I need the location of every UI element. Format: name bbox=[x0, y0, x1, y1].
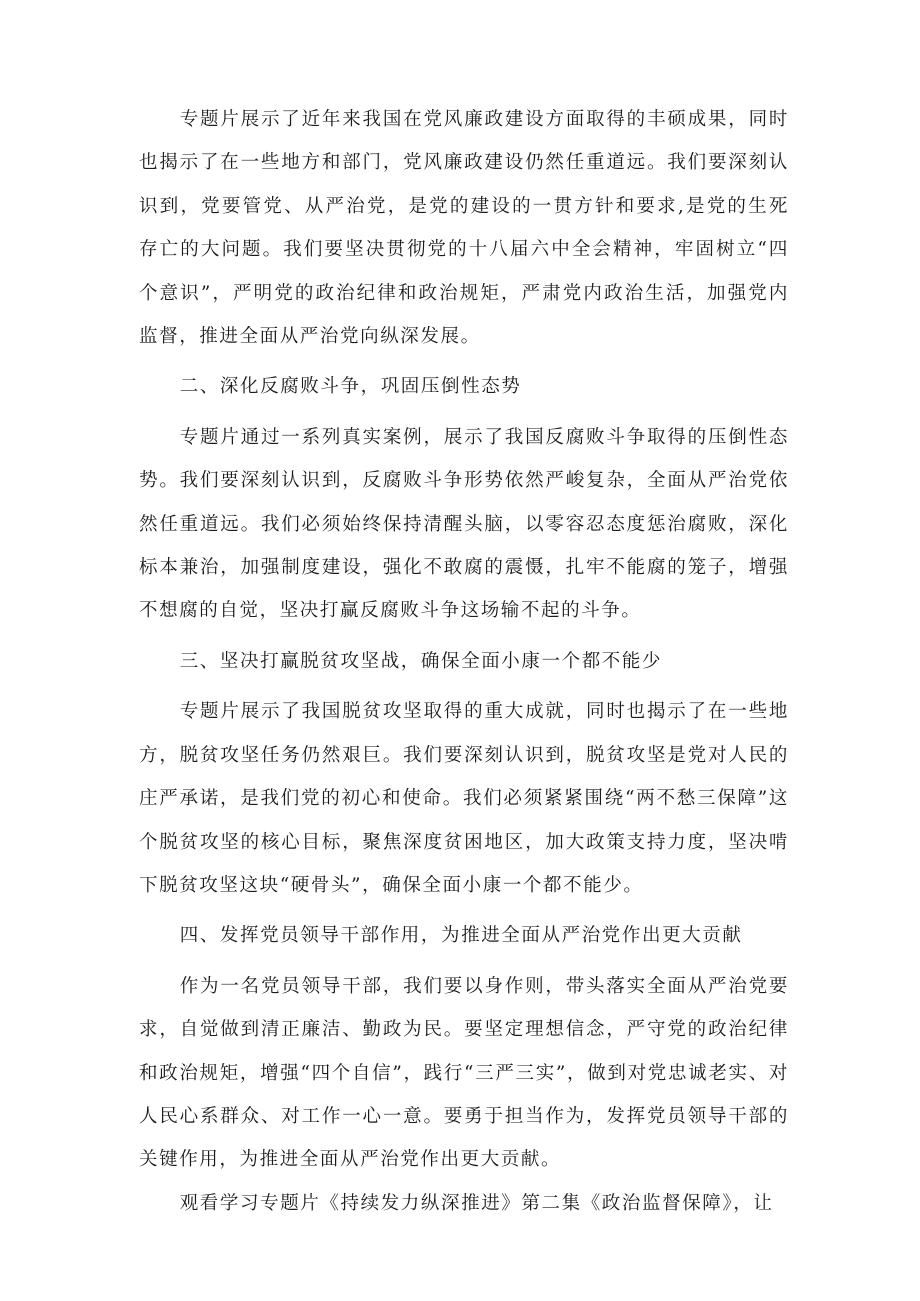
body-paragraph: 作为一名党员领导干部，我们要以身作则，带头落实全面从严治党要求，自觉做到清正廉洁、勤政为民。要坚定理想信念，严守党的政治纪律和政治规矩，增强“四个自信”，践行“三严三实”，做到对党忠诚老实、对人民心系群众、对工作一心一意。要勇于担当作为，发挥党员领导干部的关键作用，为推进全面从严治党作出更大贡献。 bbox=[139, 975, 789, 1171]
body-paragraph: 专题片展示了我国脱贫攻坚取得的重大成就，同时也揭示了在一些地方，脱贫攻坚任务仍然艰巨。我们要深刻认识到，脱贫攻坚是党对人民的庄严承诺，是我们党的初心和使命。我们必须紧紧围绕“两不愁三保障”这个脱贫攻坚的核心目标，聚焦深度贫困地区，加大政策支持力度，坚决啃下脱贫攻坚这块“硬骨头”，确保全面小康一个都不能少。 bbox=[139, 701, 789, 896]
body-paragraph: 观看学习专题片《持续发力纵深推进》第二集《政治监督保障》，让 bbox=[179, 1192, 774, 1214]
section-heading: 四、发挥党员领导干部作用，为推进全面从严治党作出更大贡献 bbox=[179, 925, 743, 947]
document-body bbox=[139, 98, 789, 1225]
body-paragraph: 专题片展示了近年来我国在党风廉政建设方面取得的丰硕成果，同时也揭示了在一些地方和部门，党风廉政建设仍然任重道远。我们要深刻认识到，党要管党、从严治党，是党的建设的一贯方针和要求,是党的生死存亡的大问题。我们要坚决贯彻党的十八届六中全会精神，牢固树立“四个意识”，严明党的政治纪律和政治规矩，严肃党内政治生活，加强党内监督，推进全面从严治党向纵深发展。 bbox=[139, 109, 789, 348]
section-heading: 三、坚决打赢脱贫攻坚战，确保全面小康一个都不能少 bbox=[179, 650, 663, 672]
section-heading: 二、深化反腐败斗争，巩固压倒性态势 bbox=[179, 376, 522, 398]
body-paragraph: 专题片通过一系列真实案例，展示了我国反腐败斗争取得的压倒性态势。我们要深刻认识到，反腐败斗争形势依然严峻复杂，全面从严治党依然任重道远。我们必须始终保持清醒头脑，以零容忍态度惩治腐败，深化标本兼治，加强制度建设，强化不敢腐的震慑，扎牢不能腐的笼子，增强不想腐的自觉，坚决打赢反腐败斗争这场输不起的斗争。 bbox=[139, 426, 789, 622]
